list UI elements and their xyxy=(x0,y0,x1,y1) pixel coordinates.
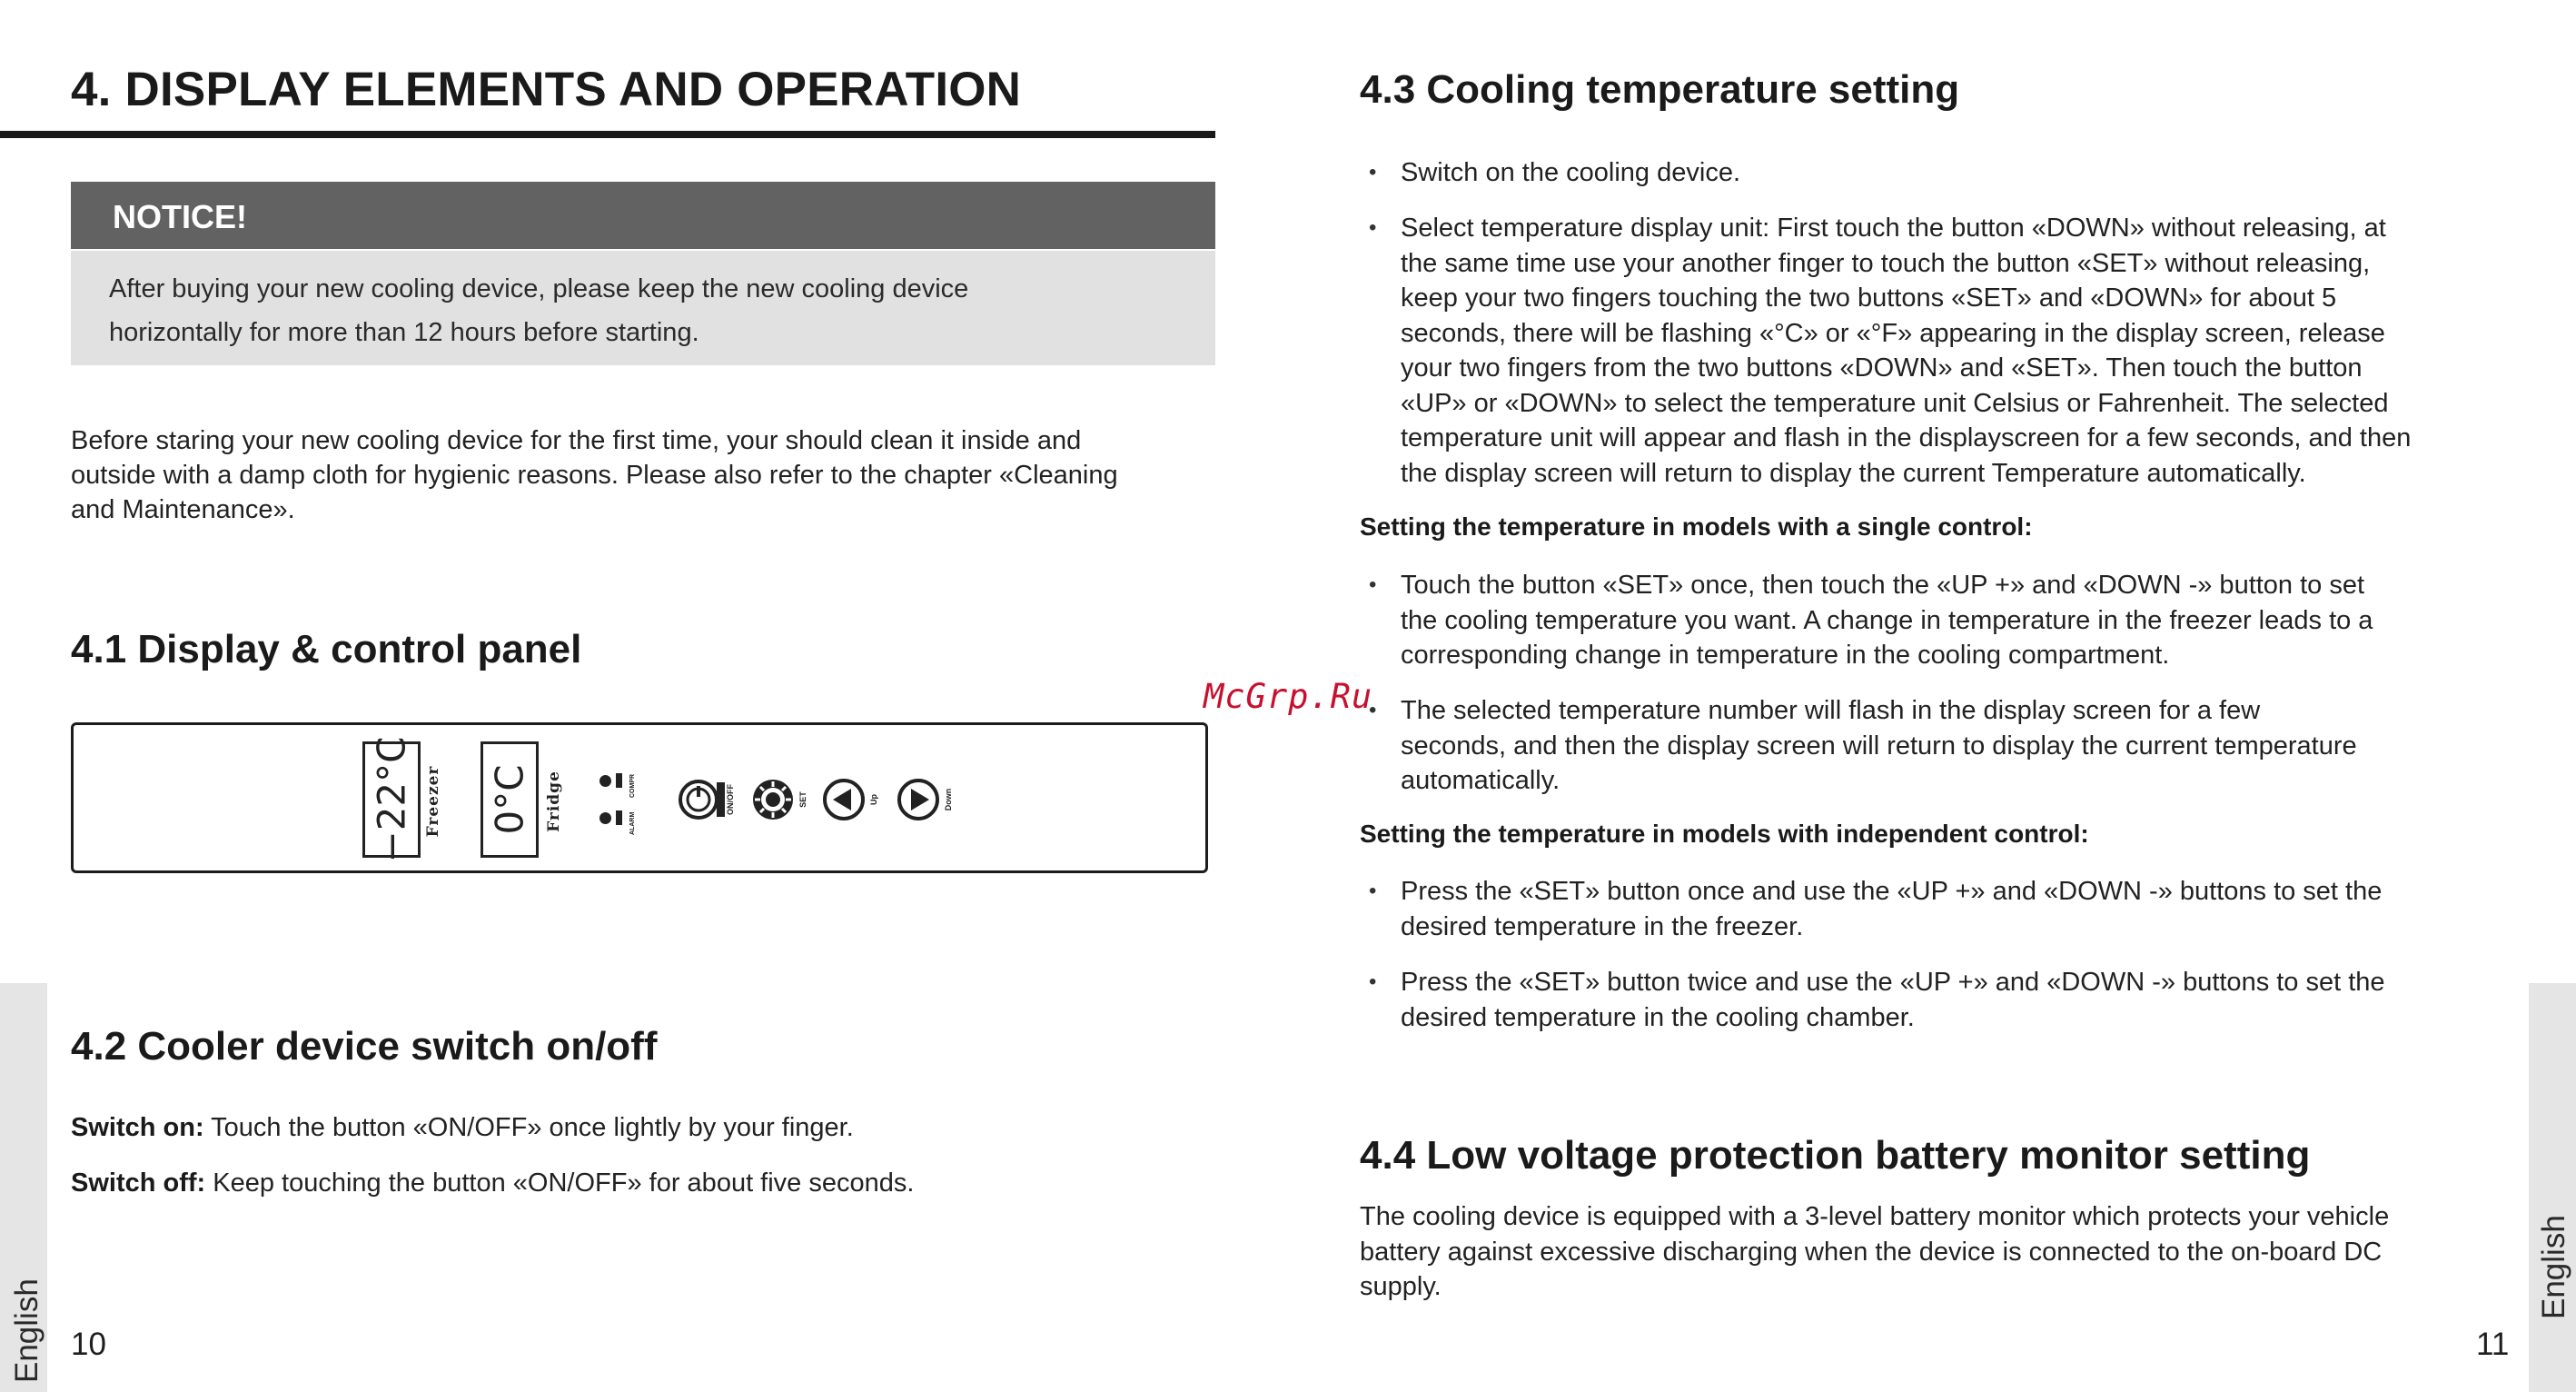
single-1-line-2: the cooling temperature you want. A change in temperature in the freezer leads to a xyxy=(1401,605,2373,635)
freezer-temperature: −22°C xyxy=(369,736,414,863)
battery-line-1: The cooling device is equipped with a 3-level battery monitor which protects your vehicle xyxy=(1360,1202,2390,1231)
battery-line-3: supply. xyxy=(1360,1272,1442,1301)
right-language-label: English xyxy=(2536,1215,2571,1319)
unit-line-1: • Select temperature display unit: First touch the button «DOWN» without releasing, at xyxy=(1401,214,2386,243)
up-button-label-text: Up xyxy=(869,794,878,805)
power-button-label-text: ON/OFF xyxy=(726,784,735,815)
intro-line-1: Before staring your new cooling device for the first time, your should clean it inside and xyxy=(71,426,1082,455)
page-title: 4. DISPLAY ELEMENTS AND OPERATION xyxy=(71,63,1022,116)
notice-text xyxy=(109,267,1181,354)
notice-line-2: horizontally for more than 12 hours before starting. xyxy=(109,318,699,347)
intro-line-2: outside with a damp cloth for hygienic reasons. Please also refer to the chapter «Cleaning xyxy=(71,461,1118,490)
notice-body xyxy=(71,251,1215,365)
section-4-2-heading: 4.2 Cooler device switch on/off xyxy=(71,1024,658,1069)
independent-control-bullet-1 xyxy=(1360,874,2531,944)
unit-line-8: the display screen will return to display the current Temperature automatically. xyxy=(1401,458,2306,488)
unit-line-5: your two fingers from the two buttons «DOWN» and «SET». Then touch the button xyxy=(1401,353,2363,383)
fridge-label-text: Fridge xyxy=(545,771,563,832)
up-button-label xyxy=(867,782,880,817)
set-button-label xyxy=(797,782,809,817)
watermark: McGrp.Ru xyxy=(1204,677,1373,716)
single-2-line-3: automatically. xyxy=(1401,766,1560,795)
alarm-indicator-text: ALARM xyxy=(629,811,636,835)
unit-line-7: temperature unit will appear and flash in the displayscreen for a few seconds, and then xyxy=(1401,423,2412,452)
single-control-list-1 xyxy=(1360,568,2531,673)
fridge-display xyxy=(481,741,539,858)
left-page-number: 10 xyxy=(71,1327,106,1362)
alarm-indicator-icon xyxy=(599,812,611,824)
compressor-indicator-icon xyxy=(599,775,611,787)
notice-title: NOTICE! xyxy=(113,198,247,235)
notice-header xyxy=(71,182,1215,249)
single-2-line-1: • The selected temperature number will flash in the display screen for a few xyxy=(1401,696,2261,725)
down-button-icon[interactable] xyxy=(895,773,947,826)
compressor-indicator-text: COMPR xyxy=(629,773,636,798)
independent-2-line-2: desired temperature in the cooling chamber. xyxy=(1401,1002,1915,1032)
freezer-label-text: Freezer xyxy=(424,765,442,838)
compressor-indicator-label xyxy=(616,773,622,788)
independent-control-list-1 xyxy=(1360,874,2531,944)
unit-bullet-list xyxy=(1360,211,2541,491)
set-button-label-text: SET xyxy=(798,791,807,808)
alarm-indicator-label xyxy=(616,810,622,825)
independent-1-line-2: desired temperature in the freezer. xyxy=(1401,911,1804,941)
title-divider xyxy=(0,131,1215,138)
single-1-line-3: corresponding change in temperature in the cooling compartment. xyxy=(1401,641,2170,670)
single-control-heading: Setting the temperature in models with a single control: xyxy=(1360,512,2033,541)
unit-line-3: keep your two fingers touching the two buttons «SET» and «DOWN» for about 5 xyxy=(1401,283,2337,313)
single-1-line-1: • Touch the button «SET» once, then touch the «UP +» and «DOWN -» button to set xyxy=(1401,571,2365,600)
left-language-tab xyxy=(0,983,47,1392)
independent-2-line-1: • Press the «SET» button twice and use the «UP +» and «DOWN -» buttons to set the xyxy=(1401,968,2385,997)
independent-1-line-1: • Press the «SET» button once and use the «UP +» and «DOWN -» buttons to set the xyxy=(1401,877,2383,906)
section-4-4-heading: 4.4 Low voltage protection battery monitor setting xyxy=(1360,1133,2311,1178)
setup-bullet-list xyxy=(1360,155,2531,191)
switch-on-paragraph xyxy=(71,1110,854,1145)
control-panel-diagram xyxy=(71,722,1208,873)
single-2-line-2: seconds, and then the display screen will return to display the current temperature xyxy=(1401,731,2357,761)
independent-control-heading: Setting the temperature in models with independent control: xyxy=(1360,820,2089,848)
unit-line-2: the same time use your another finger to touch the button «SET» without releasing, xyxy=(1401,248,2371,278)
bullet-select-unit xyxy=(1360,211,2541,491)
single-control-list-2 xyxy=(1360,693,2531,799)
switch-off-paragraph xyxy=(71,1166,914,1200)
independent-control-list-2 xyxy=(1360,965,2531,1035)
single-control-bullet-1 xyxy=(1360,568,2531,673)
freezer-label xyxy=(422,765,444,838)
down-button-label-text: Down xyxy=(944,788,953,811)
power-button-label xyxy=(724,782,737,817)
freezer-display xyxy=(362,736,421,863)
right-language-tab xyxy=(2529,983,2576,1392)
section-4-3-heading: 4.3 Cooling temperature setting xyxy=(1360,67,1960,112)
switch-on-text: Touch the button «ON/OFF» once lightly by your finger. xyxy=(203,1113,854,1142)
section-4-1-heading: 4.1 Display & control panel xyxy=(71,627,582,671)
battery-line-2: battery against excessive discharging when the device is connected to the on-board DC xyxy=(1360,1237,2383,1267)
intro-line-3: and Maintenance». xyxy=(71,495,295,524)
switch-on-label: Switch on: xyxy=(71,1113,204,1142)
down-button-label xyxy=(942,782,955,817)
switch-off-label: Switch off: xyxy=(71,1168,206,1198)
power-button-icon[interactable] xyxy=(677,773,729,826)
unit-line-6: «UP» or «DOWN» to select the temperature unit Celsius or Fahrenheit. The selected xyxy=(1401,388,2389,418)
left-language-label: English xyxy=(9,1278,45,1383)
up-button-icon[interactable] xyxy=(820,773,873,826)
independent-control-bullet-2 xyxy=(1360,965,2531,1035)
single-control-bullet-2 xyxy=(1360,693,2531,799)
fridge-temperature: 0°C xyxy=(487,764,532,835)
intro-paragraph xyxy=(71,423,1234,527)
switch-off-text: Keep touching the button «ON/OFF» for about five seconds. xyxy=(205,1168,915,1198)
battery-monitor-paragraph xyxy=(1360,1199,2531,1305)
unit-line-4: seconds, there will be flashing «°C» or «°F» appearing in the display screen, release xyxy=(1401,318,2385,348)
right-page-number: 11 xyxy=(2476,1327,2510,1362)
fridge-label xyxy=(543,765,565,838)
notice-line-1: After buying your new cooling device, please keep the new cooling device xyxy=(109,274,969,303)
set-button-icon[interactable] xyxy=(749,773,802,826)
bullet-switch-on: • Switch on the cooling device. xyxy=(1360,155,2531,191)
